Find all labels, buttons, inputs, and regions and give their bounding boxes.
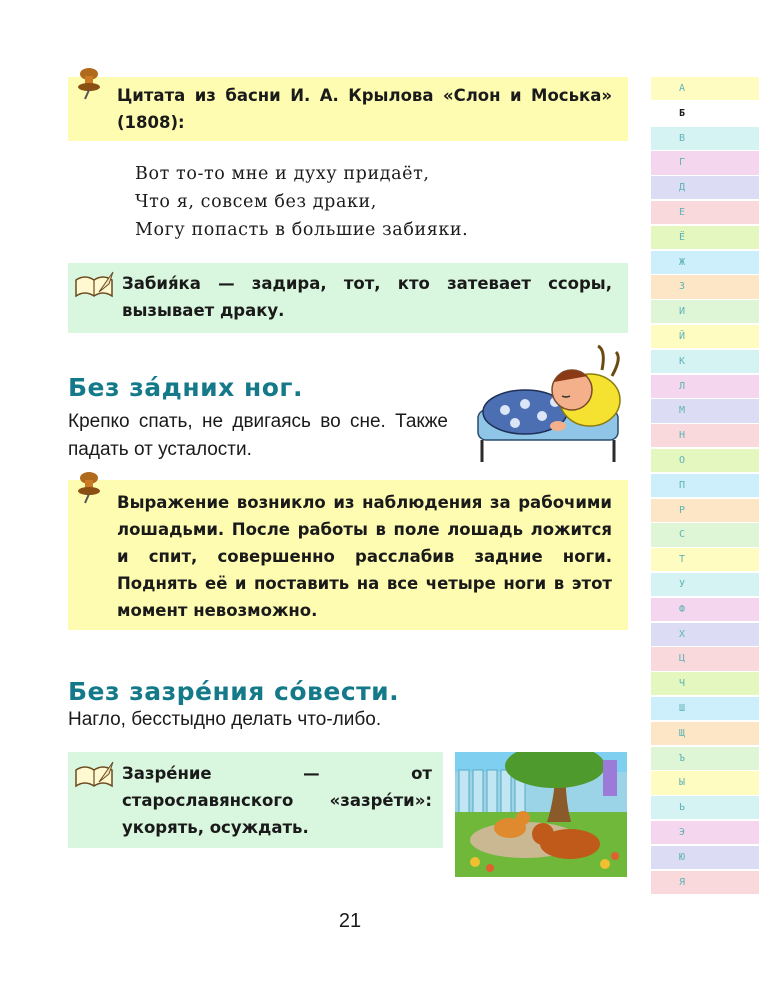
alphabet-tab[interactable]: Й: [651, 325, 759, 348]
alphabet-tab[interactable]: З: [651, 275, 759, 298]
poem-line: Могу попасть в большие забияки.: [135, 220, 469, 240]
alphabet-tab[interactable]: Э: [651, 821, 759, 844]
idiom-description-bez-zazreniya-sovesti: Нагло, бесстыдно делать что-либо.: [68, 709, 382, 730]
book-quill-icon: [73, 760, 115, 790]
poem-line: Что я, совсем без драки,: [135, 192, 377, 212]
term-zabiyaka: Забия́ка: [122, 274, 201, 293]
alphabet-tab[interactable]: А: [651, 77, 759, 100]
alphabet-tab[interactable]: К: [651, 350, 759, 373]
alphabet-tab[interactable]: И: [651, 300, 759, 323]
poem: [135, 160, 468, 244]
poem-line: Вот то-то мне и духу придаёт,: [135, 164, 430, 184]
alphabet-tab[interactable]: Т: [651, 548, 759, 571]
alphabet-tab[interactable]: Ш: [651, 697, 759, 720]
quote-intro-text: Цитата из басни И. А. Крылова «Слон и Моська» (1808):: [117, 86, 612, 132]
alphabet-tab[interactable]: Ф: [651, 598, 759, 621]
definition-text-zazrenie: [122, 760, 432, 841]
idiom-title-bez-zazreniya-sovesti: Без зазре́ния со́вести.: [68, 677, 400, 706]
idiom-description-bez-zadnikh-nog: Крепко спать, не двигаясь во сне. Также падать от усталости.: [68, 411, 448, 460]
alphabet-tab[interactable]: О: [651, 449, 759, 472]
alphabet-tab[interactable]: Г: [651, 151, 759, 174]
alphabet-tab[interactable]: Д: [651, 176, 759, 199]
dog-and-cat-illustration: [455, 752, 627, 877]
pushpin-icon: [74, 66, 104, 100]
pushpin-icon: [74, 470, 104, 504]
sleeping-boy-illustration: [470, 340, 638, 465]
alphabet-tab[interactable]: У: [651, 573, 759, 596]
alphabet-tab[interactable]: Ю: [651, 846, 759, 869]
alphabet-tab[interactable]: Ы: [651, 771, 759, 794]
alphabet-tab[interactable]: Ъ: [651, 747, 759, 770]
book-quill-icon: [73, 270, 115, 300]
term-zazrenie: Зазре́ние: [122, 764, 212, 783]
alphabet-tab[interactable]: Н: [651, 424, 759, 447]
definition-zazrenie: — от старославянского «зазре́ти»: укорять, осуждать.: [122, 764, 432, 837]
alphabet-tab[interactable]: Е: [651, 201, 759, 224]
alphabet-tab[interactable]: Ж: [651, 251, 759, 274]
alphabet-tab[interactable]: Х: [651, 623, 759, 646]
alphabet-tab[interactable]: Р: [651, 499, 759, 522]
alphabet-tab[interactable]: С: [651, 523, 759, 546]
alphabet-tab[interactable]: В: [651, 127, 759, 150]
alphabet-tab[interactable]: Ё: [651, 226, 759, 249]
alphabet-tab[interactable]: Я: [651, 871, 759, 894]
explanation-text-bez-zadnikh-nog: Выражение возникло из наблюдения за рабочими лошадьми. После работы в поле лошадь ложится и спит, совершенно расслабив задние ноги. Поднять её и поставить на все четыре ноги в этот момент невозможно.: [117, 493, 612, 620]
alphabet-index: [651, 77, 759, 895]
alphabet-tab[interactable]: Ц: [651, 647, 759, 670]
definition-text-zabiyaka: [122, 270, 612, 324]
alphabet-tab[interactable]: Щ: [651, 722, 759, 745]
definition-zabiyaka: — задира, тот, кто затевает ссоры, вызывает драку.: [122, 274, 612, 320]
alphabet-tab[interactable]: Ь: [651, 796, 759, 819]
alphabet-tab[interactable]: П: [651, 474, 759, 497]
alphabet-tab[interactable]: М: [651, 399, 759, 422]
page-number: 21: [338, 910, 362, 932]
alphabet-tab[interactable]: Ч: [651, 672, 759, 695]
idiom-title-bez-zadnikh-nog: Без за́дних ног.: [68, 373, 303, 402]
alphabet-tab[interactable]: Б: [651, 102, 759, 125]
alphabet-tab[interactable]: Л: [651, 375, 759, 398]
